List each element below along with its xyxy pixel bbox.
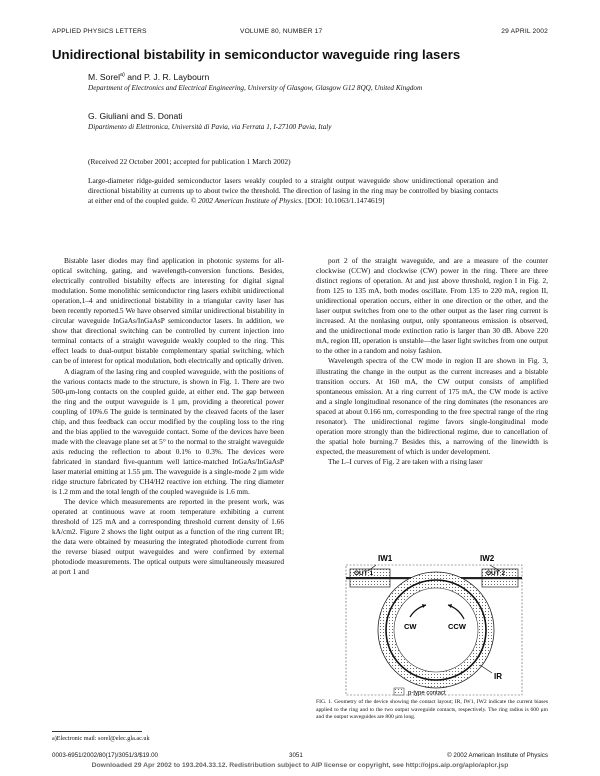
copyright-notice: © 2002 American Institute of Physics. bbox=[190, 196, 304, 206]
label-iw1: IW1 bbox=[378, 554, 393, 563]
author-line-1 bbox=[88, 72, 209, 82]
author-names-rest: and P. J. R. Laybourn bbox=[124, 72, 210, 82]
legend-swatch bbox=[394, 688, 404, 695]
device-geometry-figure bbox=[340, 547, 530, 697]
legend-label: p-type contact bbox=[408, 690, 446, 697]
abstract bbox=[88, 176, 498, 206]
body-paragraph: The L–I curves of Fig. 2 are taken with a rising laser bbox=[328, 456, 483, 466]
footnote-email: a)Electronic mail: sorel@elec.gla.ac.uk bbox=[52, 735, 150, 742]
doi: [DOI: 10.1063/1.1474619] bbox=[305, 196, 385, 206]
label-out2: OUT 2 bbox=[486, 570, 506, 577]
body-paragraph: port 2 of the straight waveguide, and are a measure of the counter clockwise (CCW) and clockwise (CW) power in the ring. There are three distinct regions of operation. At and just above threshold, region I in Fig. 2, from 125 to 135 mA, both modes oscillate. From 135 to 220 mA, region II, unidirectional operation occurs, either in one direction or the other, and the laser output switches from one to the other output as the laser ring current is increased. At the nonlasing output, only spontaneous emission is observed, and the unidirectional mode extinction ratio is larger than 30 dB. Above 220 mA, region III, operation is unstable—the laser light switches from one output to the other in a random and noisy fashion. bbox=[316, 256, 548, 356]
label-cw: CW bbox=[404, 622, 417, 631]
right-column bbox=[316, 256, 548, 542]
label-ccw: CCW bbox=[448, 622, 466, 631]
author-line-2: G. Giuliani and S. Donati bbox=[88, 111, 183, 121]
author-name: M. Sorel bbox=[88, 72, 120, 82]
label-out1: OUT 1 bbox=[354, 570, 374, 577]
received-dates: (Received 22 October 2001; accepted for publication 1 March 2002) bbox=[88, 157, 291, 166]
footnote-marker: a) bbox=[120, 72, 125, 79]
publisher-copyright: © 2002 American Institute of Physics bbox=[447, 752, 548, 759]
paper-title: Unidirectional bistability in semiconductor waveguide ring lasers bbox=[52, 47, 461, 62]
issue-date: 29 APRIL 2002 bbox=[501, 28, 548, 35]
body-paragraph: A diagram of the lasing ring and coupled waveguide, with the positions of the various contacts made to the structure, is shown in Fig. 1. There are two 500-μm-long contacts on the coupled guide, at either end. The gap between the ring and the output waveguide is 1 μm, providing a theoretical power coupling of 10%.6 The guide is terminated by the cleaved facets of the laser chip, and thus feedback can occur modified by the coupling loss to the ring and the bias applied to the waveguide contact. Some of the devices have been made with the cleavage plane set at 5° to the normal to the straight waveguide axis reducing the reflection to about 0.1% to 0.3%. The devices were fabricated in standard five-quantum well lattice-matched InGaAs/InGaAsP laser material emitting at 1.55 μm. The waveguide is a single-mode 2 μm wide ridge structure fabricated by CH4/H2 reactive ion etching. The ring diameter is 1.2 mm and the total length of the coupled waveguide is 1.6 mm. bbox=[52, 366, 284, 497]
page-number: 3051 bbox=[289, 752, 303, 759]
body-paragraph: The device which measurements are reported in the present work, was operated at continuous wave at room temperature exhibiting a current threshold of 125 mA and a corresponding threshold current density of 1.66 kA/cm2. Figure 2 shows the light output as a function of the ring current IR; the data were obtained by measuring the integrated photodiode current from the reverse biased output waveguides and were confirmed by external photodiode measurements. The optical outputs were simultaneously measured at port 1 and bbox=[52, 497, 284, 577]
affiliation-2: Dipartimento di Elettronica, Università di Pavia, via Ferrata 1, I-27100 Pavia, Italy bbox=[88, 123, 332, 131]
affiliation-1: Department of Electronics and Electrical Engineering, University of Glasgow, Glasgow G12 8QQ, United Kingdom bbox=[88, 84, 423, 92]
volume-info: VOLUME 80, NUMBER 17 bbox=[240, 28, 323, 35]
left-column bbox=[52, 256, 284, 578]
body-paragraph: Bistable laser diodes may find application in photonic systems for all-optical switching, gating, and wavelength-conversion functions. Besides, electrically controlled bistabilty effects are interesting for digital signal modulation. Some monolithic semiconductor ring lasers exhibit unidirectional operation,1–4 and unidirectional bistability in a triangular cavity laser has been recently reported.5 We have observed similar unidirectional bistability in circular waveguide InGaAs/InGaAsP semiconductor lasers. In addition, we show that directional switching can be controlled by current injection into terminal contacts of a straight waveguide weakly coupled to the ring. This effect leads to dual-output bistable complementary spatial switching, which can be of interest for optical modulation, both electrically and optically driven. bbox=[52, 256, 284, 366]
download-notice: Downloaded 29 Apr 2002 to 193.204.33.12. Redistribution subject to AIP license or copyright, see http://ojps.aip.org/aplo/aplcr.jsp bbox=[91, 762, 509, 769]
ir-lead bbox=[480, 665, 492, 673]
abstract-text: Large-diameter ridge-guided semiconductor lasers weakly coupled to a straight output waveguide show unidirectional operation and directional bistability at currents up to about twice the threshold. The direction of lasing in the ring may be controlled by biasing contacts at either end of the coupled guide. bbox=[88, 176, 498, 206]
journal-name: APPLIED PHYSICS LETTERS bbox=[52, 28, 147, 35]
footnote-divider bbox=[52, 731, 142, 732]
figure-caption: FIG. 1. Geometry of the device showing the contact layout; IR, IW1, IW2 indicate the current biases applied to the ring and to the two output waveguide contacts, respectively. The ring radius is 600 μm and the output waveguides are 800 μm long. bbox=[316, 699, 548, 720]
body-paragraph: Wavelength spectra of the CW mode in region II are shown in Fig. 3, illustrating the change in the output as the current increases and a bistable transition occurs. At 160 mA, the CW output consists of amplified spontaneous emission. At a ring current of 175 mA, the CW mode is active and a single longitudinal resonance of the ring dominates (the resonances are spaced at about 0.166 nm, corresponding to the free spectral range of the ring resonator). The unidirectional regime favors single-longitudinal mode operation more strongly than the bidirectional regime, due to cancellation of the spatial hole burning.7 Besides this, a narrowing of the linewidth is expected, the measurement of which is under development. bbox=[316, 356, 548, 456]
label-ir: IR bbox=[494, 672, 502, 681]
article-code: 0003-6951/2002/80(17)/3051/3/$19.00 bbox=[52, 752, 158, 759]
label-iw2: IW2 bbox=[480, 554, 495, 563]
